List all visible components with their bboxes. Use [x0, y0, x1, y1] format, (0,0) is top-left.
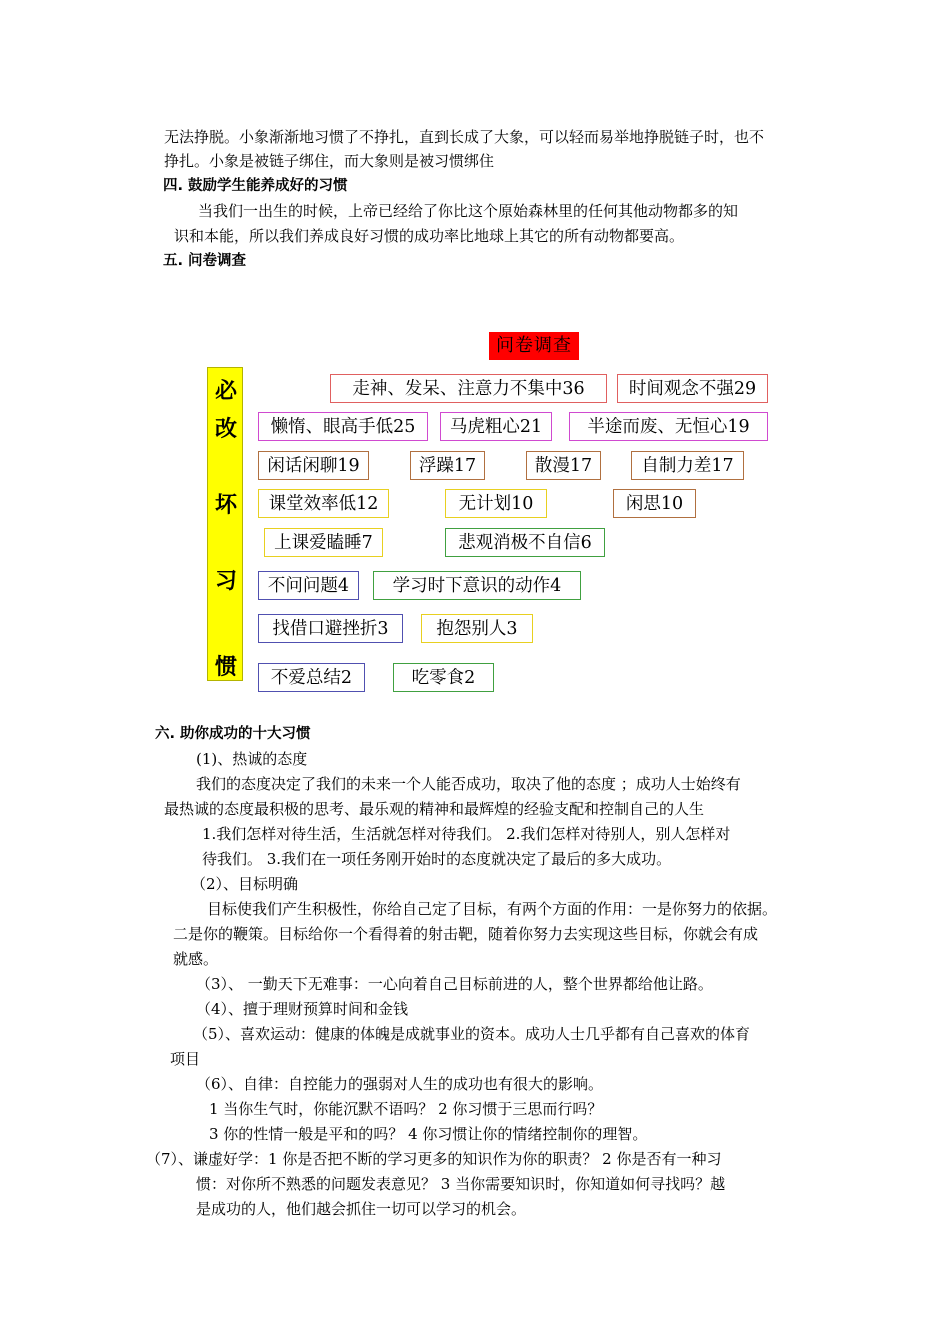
habit-4: （4）、擅于理财预算时间和金钱: [196, 1000, 409, 1018]
survey-item: 闲话闲聊19: [258, 451, 369, 480]
habit-1-line-3: 1.我们怎样对待生活，生活就怎样对待我们。 2.我们怎样对待别人，别人怎样对: [202, 825, 731, 843]
survey-item: 无计划10: [445, 489, 547, 518]
survey-item: 自制力差17: [631, 451, 744, 480]
habit-5-line-1: （5）、喜欢运动：健康的体魄是成就事业的资本。成功人士几乎都有自己喜欢的体育: [193, 1025, 751, 1043]
side-char-1: 必: [214, 379, 237, 404]
survey-item: 课堂效率低12: [258, 489, 389, 518]
survey-item: 懒惰、眼高手低25: [258, 412, 428, 441]
survey-item: 散漫17: [526, 451, 601, 480]
habit-2-line-2: 二是你的鞭策。目标给你一个看得着的射击靶，随着你努力去实现这些目标，你就会有成: [173, 925, 759, 943]
habit-7-line-1: （7）、谦虚好学：1 你是否把不断的学习更多的知识作为你的职责？ 2 你是否有一种习: [146, 1150, 722, 1168]
habit-5-line-2: 项目: [170, 1050, 201, 1068]
section5-heading: 五. 问卷调查: [163, 253, 247, 269]
habit-2-line-3: 就感。: [173, 950, 219, 968]
section4-heading: 四. 鼓励学生能养成好的习惯: [163, 178, 348, 194]
habit-1-heading: (1)、热诚的态度: [196, 750, 308, 768]
habit-1-line-2: 最热诚的态度最积极的思考、最乐观的精神和最辉煌的经验支配和控制自己的人生: [164, 800, 705, 818]
survey-item: 时间观念不强29: [617, 374, 768, 403]
intro-line-2: 挣扎。小象是被链子绑住，而大象则是被习惯绑住: [164, 152, 495, 170]
habit-2-heading: （2）、目标明确: [191, 875, 299, 893]
survey-item: 不爱总结2: [258, 663, 365, 692]
survey-item: 浮躁17: [410, 451, 485, 480]
habit-7-line-3: 是成功的人，他们越会抓住一切可以学习的机会。: [196, 1200, 527, 1218]
survey-item: 不问问题4: [258, 571, 359, 600]
survey-item: 闲思10: [613, 489, 696, 518]
habit-1-line-1: 我们的态度决定了我们的未来一个人能否成功，取决了他的态度 ；成功人士始终有: [196, 775, 741, 793]
survey-item: 上课爱瞌睡7: [264, 528, 383, 557]
section4-line-2: 识和本能，所以我们养成良好习惯的成功率比地球上其它的所有动物都要高。: [174, 227, 685, 245]
survey-item: 马虎粗心21: [440, 412, 552, 441]
survey-item: 走神、发呆、注意力不集中36: [330, 374, 607, 403]
habit-6-questions-2: 3 你的性情一般是平和的吗？ 4 你习惯让你的情绪控制你的理智。: [209, 1125, 648, 1143]
habit-2-line-1: 目标使我们产生积极性，你给自己定了目标，有两个方面的作用：一是你努力的依据。: [207, 900, 778, 918]
intro-line-1: 无法挣脱。小象渐渐地习惯了不挣扎，直到长成了大象，可以轻而易举地挣脱链子时，也不: [164, 128, 765, 146]
survey-side-bar: [207, 367, 243, 681]
habit-3: （3）、 一勤天下无难事：一心向着自己目标前进的人，整个世界都给他让路。: [196, 975, 713, 993]
survey-item: 半途而废、无恒心19: [569, 412, 768, 441]
survey-title: 问卷调查: [489, 332, 579, 360]
habit-7-line-2: 惯：对你所不熟悉的问题发表意见？ 3 当你需要知识时，你知道如何寻找吗？越: [196, 1175, 726, 1193]
side-char-4: 习: [214, 569, 237, 594]
habit-6: （6）、自律：自控能力的强弱对人生的成功也有很大的影响。: [196, 1075, 604, 1093]
survey-item: 找借口避挫折3: [258, 614, 403, 643]
section4-line-1: 当我们一出生的时候，上帝已经给了你比这个原始森林里的任何其他动物都多的知: [198, 202, 739, 220]
section6-heading: 六. 助你成功的十大习惯: [155, 726, 311, 742]
side-char-5: 惯: [214, 655, 237, 680]
survey-item: 学习时下意识的动作4: [373, 571, 581, 600]
habit-1-line-4: 待我们。 3.我们在一项任务刚开始时的态度就决定了最后的多大成功。: [202, 850, 672, 868]
habit-6-questions-1: 1 当你生气时，你能沉默不语吗？ 2 你习惯于三思而行吗？: [209, 1100, 603, 1118]
survey-item: 悲观消极不自信6: [445, 528, 605, 557]
survey-item: 抱怨别人3: [421, 614, 533, 643]
survey-item: 吃零食2: [393, 663, 494, 692]
side-char-2: 改: [214, 417, 237, 442]
side-char-3: 坏: [214, 493, 237, 518]
